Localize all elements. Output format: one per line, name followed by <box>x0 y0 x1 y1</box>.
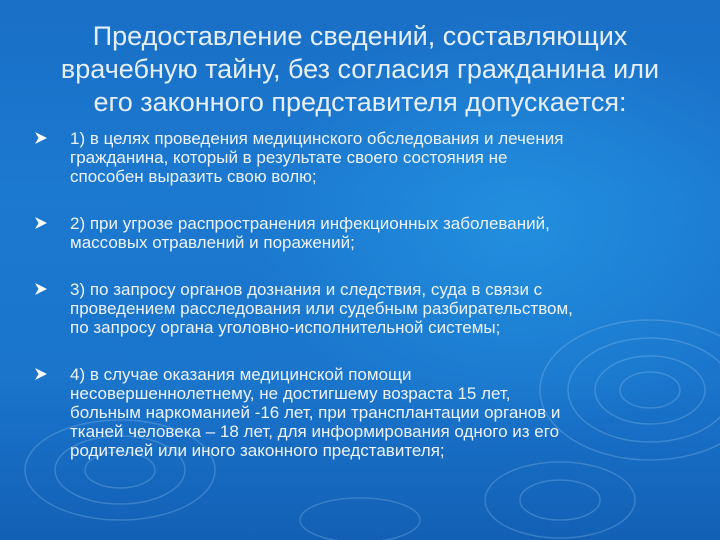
bullet-text-line: способен выразить свою волю; <box>70 167 317 186</box>
arrowhead-bullet-icon <box>34 216 48 230</box>
bullet-text-line: 1) в целях проведения медицинского обследования и лечения <box>70 129 564 148</box>
title-line: Предоставление сведений, составляющих <box>92 21 628 51</box>
arrowhead-bullet-icon <box>34 282 48 296</box>
bullet-item <box>34 365 684 460</box>
title-line: врачебную тайну, без согласия гражданина или <box>60 54 660 84</box>
slide-title <box>30 20 690 119</box>
bullet-text-line: проведением расследования или судебным разбирательством, <box>70 299 573 318</box>
bullet-text-line: несовершеннолетнему, не достигшему возраста 15 лет, <box>70 384 511 403</box>
bullet-text-line: тканей человека – 18 лет, для информирования одного из его <box>70 422 560 441</box>
bullet-text-line: 3) по запросу органов дознания и следствия, суда в связи с <box>70 280 543 299</box>
arrowhead-bullet-icon <box>34 367 48 381</box>
bullet-text-line: массовых отравлений и поражений; <box>70 233 355 252</box>
bullet-item <box>34 214 684 252</box>
arrowhead-bullet-icon <box>34 131 48 145</box>
bullet-text-line: 2) при угрозе распространения инфекционных заболеваний, <box>70 214 550 233</box>
bullet-item <box>34 280 684 337</box>
bullet-text-line: родителей или иного законного представителя; <box>70 441 445 460</box>
bullet-item <box>34 129 684 186</box>
title-line: его законного представителя допускается: <box>93 87 627 117</box>
bullet-text-line: гражданина, который в результате своего состояния не <box>70 148 508 167</box>
bullet-text-line: по запросу органа уголовно-исполнительной системы; <box>70 318 501 337</box>
bullet-text-line: 4) в случае оказания медицинской помощи <box>70 365 412 384</box>
bullet-list <box>34 129 684 460</box>
bullet-text-line: больным наркоманией -16 лет, при трансплантации органов и <box>70 403 561 422</box>
